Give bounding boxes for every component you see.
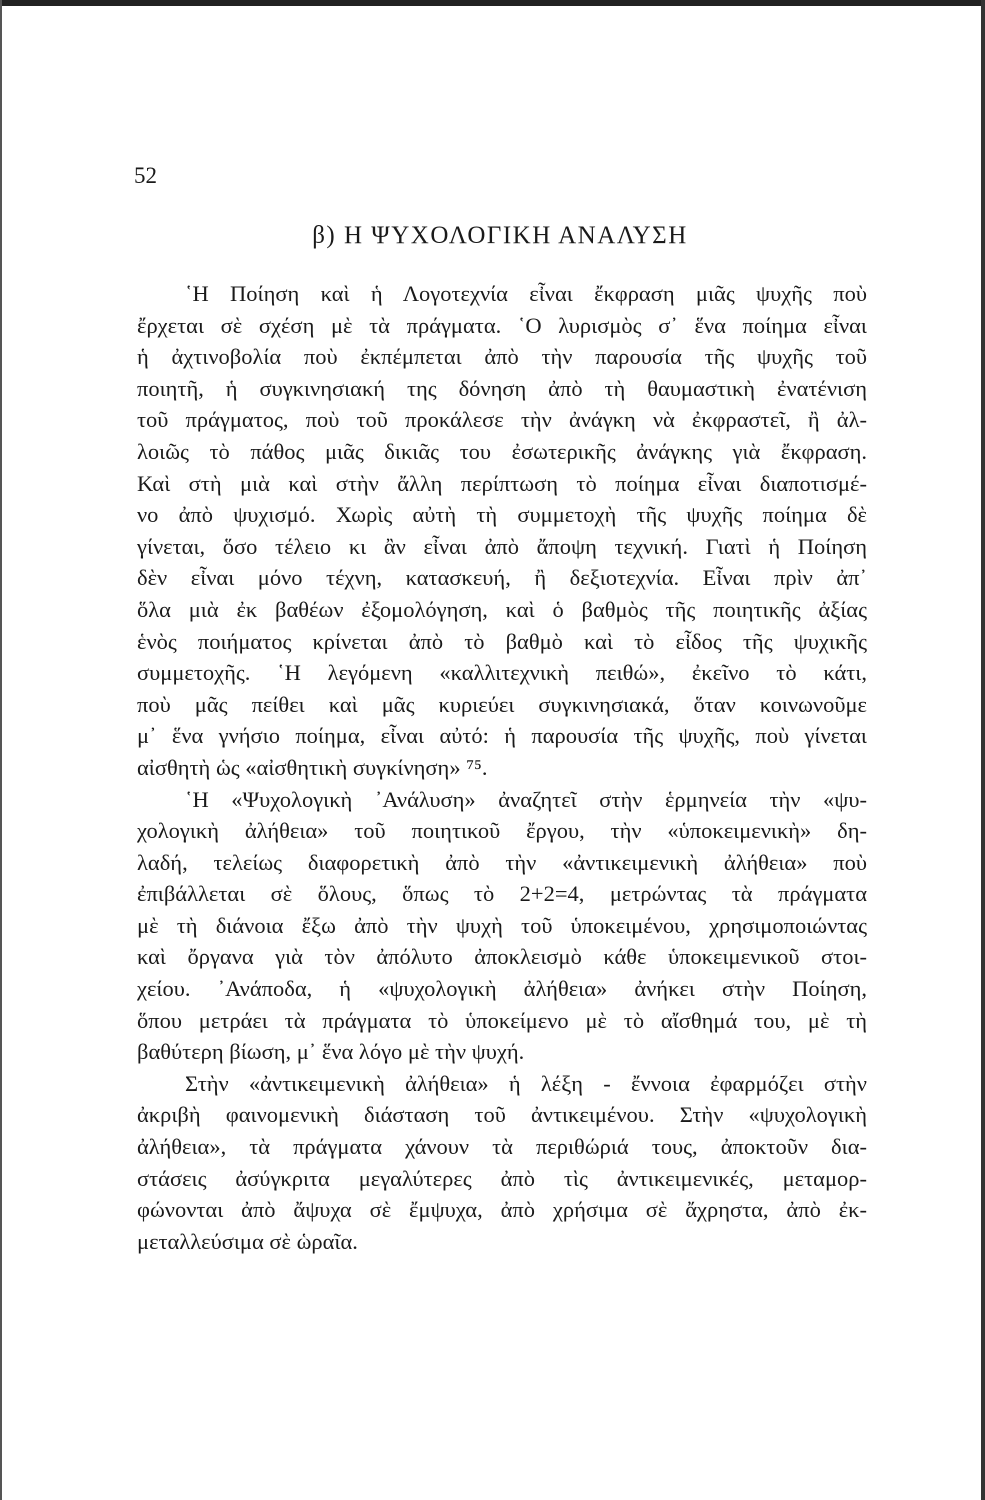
- text-line: δὲν εἶναι μόνο τέχνη, κατασκευή, ἢ δεξιοτεχνία. Εἶναι πρὶν ἀπ᾽: [137, 565, 867, 591]
- scan-edge-top: [0, 0, 985, 6]
- text-line: φώνονται ἀπὸ ἄψυχα σὲ ἔμψυχα, ἀπὸ χρήσιμα σὲ ἄχρηστα, ἀπὸ ἐκ-: [137, 1197, 867, 1223]
- page-number: 52: [134, 163, 157, 188]
- text-line: ῾Η «Ψυχολογικὴ ᾽Ανάλυση» ἀναζητεῖ στὴν ἑρμηνεία τὴν «ψυ-: [185, 786, 867, 812]
- text-line: ποὺ μᾶς πείθει καὶ μᾶς κυριεύει συγκινησιακά, ὅταν κοινωνοῦμε: [137, 691, 867, 717]
- text-line: μὲ τὴ διάνοια ἔξω ἀπὸ τὴν ψυχὴ τοῦ ὑποκειμένου, χρησιμοποιώντας: [137, 912, 867, 938]
- text-line: βαθύτερη βίωση, μ᾽ ἕνα λόγο μὲ τὴν ψυχή.: [137, 1039, 525, 1065]
- text-line: χολογικὴ ἀλήθεια» τοῦ ποιητικοῦ ἔργου, τὴν «ὑποκειμενικὴ» δη-: [137, 818, 867, 844]
- paragraph: [137, 784, 867, 1068]
- text-line: στάσεις ἀσύγκριτα μεγαλύτερες ἀπὸ τὶς ἀντικειμενικές, μεταμορ-: [137, 1165, 867, 1191]
- text-line: ποιητῆ, ἡ συγκινησιακή της δόνηση ἀπὸ τὴ θαυμαστικὴ ἐνατένιση: [137, 375, 867, 401]
- text-line: ἑνὸς ποιήματος κρίνεται ἀπὸ τὸ βαθμὸ καὶ τὸ εἶδος τῆς ψυχικῆς: [137, 628, 867, 654]
- text-line: Στὴν «ἀντικειμενικὴ ἀλήθεια» ἡ λέξη - ἔννοια ἐφαρμόζει στὴν: [185, 1070, 867, 1096]
- text-line: ὅλα μιὰ ἐκ βαθέων ἐξομολόγηση, καὶ ὁ βαθμὸς τῆς ποιητικῆς ἀξίας: [137, 596, 867, 622]
- text-line: ἡ ἀχτινοβολία ποὺ ἐκπέμπεται ἀπὸ τὴν παρουσία τῆς ψυχῆς τοῦ: [137, 344, 867, 370]
- text-line: λαδή, τελείως διαφορετικὴ ἀπὸ τὴν «ἀντικειμενικὴ ἀλήθεια» ποὺ: [137, 849, 867, 875]
- text-line: τοῦ πράγματος, ποὺ τοῦ προκάλεσε τὴν ἀνάγκη νὰ ἐκφραστεῖ, ἢ ἀλ-: [137, 407, 867, 433]
- text-line: λοιῶς τὸ πάθος μιᾶς δικιᾶς του ἐσωτερικῆς ἀνάγκης γιὰ ἔκφραση.: [137, 438, 867, 464]
- text-line: συμμετοχῆς. ῾Η λεγόμενη «καλλιτεχνικὴ πειθώ», ἐκεῖνο τὸ κάτι,: [137, 660, 867, 686]
- section-title: β) Η ΨΥΧΟΛΟΓΙΚΗ ΑΝΑΛΥΣΗ: [312, 222, 688, 249]
- text-line: ἐπιβάλλεται σὲ ὅλους, ὅπως τὸ 2+2=4, μετρώντας τὰ πράγματα: [137, 881, 867, 907]
- text-line: ἔρχεται σὲ σχέση μὲ τὰ πράγματα. ῾Ο λυρισμὸς σ᾽ ἕνα ποίημα εἶναι: [137, 312, 867, 338]
- text-line: Καὶ στὴ μιὰ καὶ στὴν ἄλλη περίπτωση τὸ ποίημα εἶναι διαποτισμέ-: [137, 470, 867, 496]
- paragraph: [137, 278, 867, 784]
- text-line: γίνεται, ὅσο τέλειο κι ἂν εἶναι ἀπὸ ἄποψη τεχνική. Γιατὶ ἡ Ποίηση: [137, 533, 867, 559]
- text-line: χείου. ᾽Ανάποδα, ἡ «ψυχολογικὴ ἀλήθεια» ἀνήκει στὴν Ποίηση,: [137, 976, 867, 1002]
- body-text: [137, 278, 867, 1257]
- paragraph: [137, 1068, 867, 1258]
- text-line: μ᾽ ἕνα γνήσιο ποίημα, εἶναι αὐτό: ἡ παρουσία τῆς ψυχῆς, ποὺ γίνεται: [137, 723, 867, 749]
- text-line: ὅπου μετράει τὰ πράγματα τὸ ὑποκείμενο μὲ τὸ αἴσθημά του, μὲ τὴ: [137, 1007, 867, 1033]
- text-line: ἀκριβὴ φαινομενικὴ διάσταση τοῦ ἀντικειμένου. Στὴν «ψυχολογικὴ: [137, 1102, 867, 1128]
- text-line: ἀλήθεια», τὰ πράγματα χάνουν τὰ περιθώριά τους, ἀποκτοῦν δια-: [137, 1134, 867, 1160]
- text-line: μεταλλεύσιμα σὲ ὡραῖα.: [137, 1228, 358, 1254]
- text-line: καὶ ὄργανα γιὰ τὸν ἀπόλυτο ἀποκλεισμὸ κάθε ὑποκειμενικοῦ στοι-: [137, 944, 867, 970]
- text-line: αἰσθητὴ ὡς «αἰσθητικὴ συγκίνηση» ⁷⁵.: [137, 754, 488, 780]
- text-line: νο ἀπὸ ψυχισμό. Χωρὶς αὐτὴ τὴ συμμετοχὴ τῆς ψυχῆς ποίημα δὲ: [137, 502, 867, 528]
- text-line: ῾Η Ποίηση καὶ ἡ Λογοτεχνία εἶναι ἔκφραση μιᾶς ψυχῆς ποὺ: [185, 281, 867, 306]
